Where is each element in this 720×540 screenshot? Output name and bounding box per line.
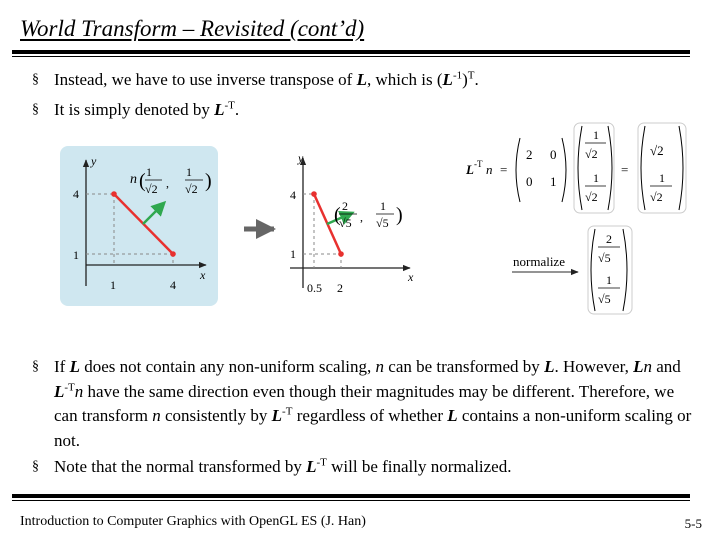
bullet-item (32, 355, 692, 453)
right-ytick-4: 4 (290, 188, 296, 202)
superscript: -T (282, 405, 293, 418)
right-x-label: x (408, 270, 414, 284)
matrix-cell: 1 (550, 174, 557, 189)
eq-sign: = (621, 162, 629, 177)
right-ytick-1: 1 (290, 247, 296, 261)
vector-bracket (591, 229, 595, 311)
vec-den: √5 (598, 251, 611, 265)
vec-num: 1 (380, 199, 386, 213)
comma: , (166, 176, 169, 190)
matrix-cell: 0 (526, 174, 533, 189)
superscript: -T (64, 380, 75, 393)
eq-lhs-sup: -T (474, 159, 483, 169)
equation (465, 123, 686, 314)
left-xtick-1: 1 (110, 278, 116, 292)
bullet-item (32, 455, 692, 480)
vec-den: √2 (650, 190, 663, 204)
vec-den: √2 (145, 182, 158, 196)
vec-den: √2 (585, 190, 598, 204)
vec-num: 1 (593, 171, 599, 185)
vec-num: 1 (606, 273, 612, 287)
vec-num: 1 (659, 171, 665, 185)
vector-bracket (608, 126, 612, 210)
bullet-text: , which is ( (367, 70, 443, 89)
right-xtick-05: 0.5 (307, 281, 322, 295)
vec-den: √5 (376, 216, 389, 230)
var-symbol: n (375, 357, 385, 376)
eq-sign: = (500, 162, 508, 177)
matrix-bracket (516, 138, 520, 202)
vec-den: √5 (339, 216, 352, 230)
matrix-symbol: L (306, 457, 317, 476)
bullet-text: . (234, 100, 240, 119)
var-symbol: n (74, 381, 84, 401)
bullet-text: can be transformed by (384, 357, 545, 376)
right-endpoint (338, 251, 344, 257)
bullet-list-bottom (32, 355, 692, 482)
footer-rule-thin (12, 500, 690, 501)
matrix-bracket (562, 138, 566, 202)
bullet-text: If (54, 357, 70, 376)
footer-rule (12, 494, 690, 498)
vec-value: √2 (650, 143, 664, 158)
matrix-symbol: L (214, 100, 225, 119)
eq-lhs: L (466, 162, 474, 177)
matrix-cell: 2 (526, 147, 533, 162)
superscript: -T (224, 99, 235, 112)
bullet-marker: § (32, 102, 39, 117)
left-endpoint (170, 251, 176, 257)
superscript: T (467, 69, 475, 82)
vec-den: √2 (185, 182, 198, 196)
vec-num: 1 (146, 165, 152, 179)
matrix-symbol: L (544, 357, 555, 376)
paren: ( (334, 204, 341, 226)
vector-bracket (623, 229, 627, 311)
bullet-text: contains a non-uniform scaling or not. (54, 406, 692, 450)
bullet-text: regardless of whether (292, 406, 448, 425)
var-symbol: n (152, 406, 161, 425)
matrix-symbol: L (633, 357, 644, 376)
normalize-label: normalize (513, 254, 565, 269)
left-ytick-4: 4 (73, 187, 79, 201)
bullet-text: . However, (554, 357, 634, 376)
bullet-text: Instead, we have to use inverse transpose of (54, 70, 357, 89)
left-ytick-1: 1 (73, 248, 79, 262)
bullet-text: . (474, 70, 479, 89)
paren: ) (396, 204, 403, 226)
bullet-text: consistently by (160, 406, 272, 425)
matrix-symbol: L (442, 70, 453, 89)
vec-num: 2 (342, 199, 348, 213)
right-endpoint (311, 191, 317, 197)
vec-den: √2 (585, 147, 598, 161)
matrix-symbol: L (447, 406, 458, 425)
vector-bracket (641, 126, 645, 210)
eq-lhs-var: n (486, 162, 493, 177)
matrix-cell: 0 (550, 147, 557, 162)
matrix-symbol: L (54, 381, 65, 401)
paren: ) (205, 170, 212, 192)
left-normal-label: n (130, 172, 137, 187)
matrix-symbol: L (356, 70, 367, 89)
superscript: -1 (452, 69, 463, 82)
left-diagram (60, 146, 218, 306)
bullet-text: does not contain any non-uniform scaling, (79, 357, 376, 376)
vec-num: 2 (606, 232, 612, 246)
bullet-text: have the same direction even though their magnitudes may be different. Therefore, we can transform (54, 381, 675, 425)
bullet-text: will be finally normalized. (326, 457, 512, 476)
left-endpoint (111, 191, 117, 197)
right-xtick-2: 2 (337, 281, 343, 295)
footer-page-number: 5-5 (684, 516, 702, 531)
matrix-symbol: L (271, 406, 283, 425)
footer-course-title: Introduction to Computer Graphics with OpenGL ES (J. Han) (20, 514, 366, 529)
slide-title: World Transform – Revisited (cont’d) (20, 16, 365, 41)
vec-den: √5 (598, 292, 611, 306)
bullet-marker: § (32, 72, 39, 87)
bullet-marker: § (32, 459, 39, 474)
right-y-label: y (298, 151, 304, 165)
superscript: -T (316, 456, 327, 469)
paren: ( (139, 170, 146, 192)
comma: , (360, 210, 363, 224)
vec-num: 1 (593, 128, 599, 142)
left-x-label: x (200, 268, 206, 282)
vec-num: 1 (186, 165, 192, 179)
left-xtick-4: 4 (170, 278, 176, 292)
right-diagram (290, 151, 414, 295)
vector-bracket (578, 126, 582, 210)
var-symbol: n (643, 357, 652, 376)
bullet-text: ) (462, 70, 468, 89)
bullet-text: and (651, 357, 681, 376)
bullet-text: It is simply denoted by (54, 100, 215, 119)
matrix-symbol: L (69, 357, 80, 376)
vector-bracket (679, 126, 683, 210)
bullet-text: Note that the normal transformed by (54, 457, 307, 476)
left-y-label: y (91, 154, 97, 168)
bullet-marker: § (32, 359, 39, 374)
